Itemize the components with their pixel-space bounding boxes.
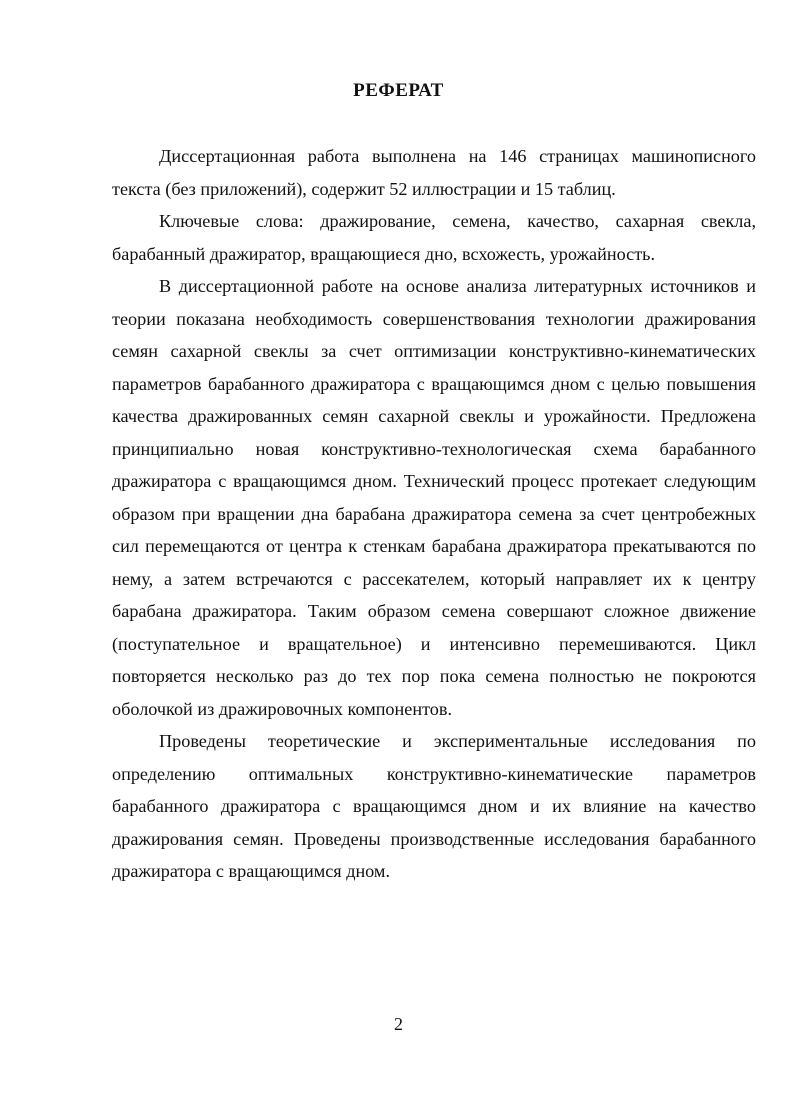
page-number: 2	[394, 1014, 403, 1034]
abstract-body	[112, 140, 756, 888]
paragraph-research: Проведены теоретические и экспериментальные исследования по определению оптимальных конструктивно-кинематические параметров барабанного дражиратора с вращающимся дном и их влияние на качество дражирования семян. Проведены производственные исследования барабанного дражиратора с вращающимся дном.	[112, 731, 756, 881]
paragraph-summary: В диссертационной работе на основе анализа литературных источников и теории показана необходимость совершенствования технологии дражирования семян сахарной свеклы за счет оптимизации конструктивно-кинематических параметров барабанного дражиратора с вращающимся дном с целью повышения качества дражированных семян сахарной свеклы и урожайности. Предложена принципиально новая конструктивно-технологическая схема барабанного дражиратора с вращающимся дном. Технический процесс протекает следующим образом при вращении дна барабана дражиратора семена за счет центробежных сил перемещаются от центра к стенкам барабана дражиратора прекатываются по нему, а затем встречаются с рассекателем, который направляет их к центру барабана дражиратора. Таким образом семена совершают сложное движение (поступательное и вращательное) и интенсивно перемешиваются. Цикл повторяется несколько раз до тех пор пока семена полностью не покроются оболочкой из дражировочных компонентов.	[112, 276, 756, 719]
paragraph-keywords: Ключевые слова: дражирование, семена, качество, сахарная свекла, барабанный дражиратор, вращающиеся дно, всхожесть, урожайность.	[112, 211, 756, 264]
paragraph-scope: Диссертационная работа выполнена на 146 страницах машинописного текста (без приложений), содержит 52 иллюстрации и 15 таблиц.	[112, 146, 756, 199]
page-title: РЕФЕРАТ	[353, 80, 444, 101]
